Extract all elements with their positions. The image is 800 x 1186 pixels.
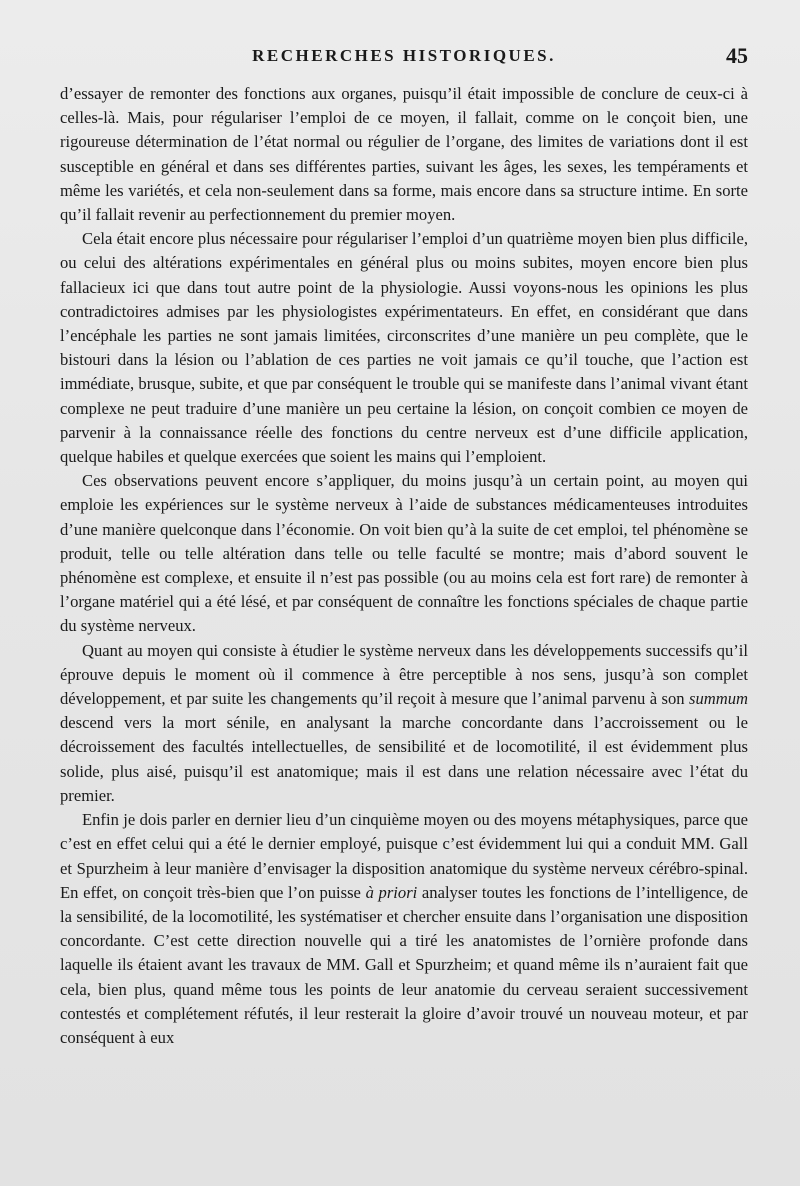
paragraph-1: d’essayer de remonter des fonctions aux organes, puisqu’il était impossible de conclure de ceux-ci à celles-là. Mais, pour régulariser l’emploi de ce moyen, il fallait, comme on le conçoit bien, une rigoureuse détermination de l’état normal ou régulier de l’organe, des limites de variations dont il est susceptible en général et dans ses différentes parties, suivant les âges, les sexes, les tempéraments et même les variétés, et cela non-seulement dans sa forme, mais encore dans sa structure intime. En sorte qu’il fallait revenir au perfectionnement du premier moyen. [60, 84, 748, 225]
paragraph-4-text-b: descend vers la mort sénile, en analysant la marche concordante dans l’accroissement ou le décroissement des facultés intellectuelles, de sensibilité et de locomotilité, il est évidemment plus solide, plus aisé, puisqu’il est anatomique; mais il est dans une relation nécessaire avec l’état du premier. [60, 713, 748, 805]
paragraph-5-emphasis: à priori [365, 882, 418, 902]
text-body [60, 82, 748, 1050]
paragraph-3: Ces observations peuvent encore s’appliquer, du moins jusqu’à un certain point, au moyen qui emploie les expériences sur le système nerveux à l’aide de substances médicamenteuses introduites d’une manière quelconque dans l’économie. On voit bien qu’à la suite de cet emploi, tel phénomène se produit, telle ou telle altération dans telle ou telle faculté se montre; mais d’abord souvent le phénomène est complexe, et ensuite il n’est pas possible (ou au moins cela est fort rare) de remonter à l’organe matériel qui a été lésé, et par conséquent de connaître les fonctions spéciales de chaque partie du système nerveux. [60, 471, 748, 636]
paragraph-5 [60, 808, 748, 1050]
paragraph-5-text-a: Enfin je dois parler en dernier lieu d’un cinquième moyen ou des moyens métaphysiques, parce que c’est en effet celui qui a été le dernier employé, puisque c’est évidemment lui qui a conduit MM. Gall et Spurzheim à leur manière d’envisager la disposition anatomique du système nerveux cérébro-spinal. En effet, on conçoit très-bien que l’on puisse [60, 810, 748, 902]
paragraph-4-emphasis: summum [688, 689, 748, 709]
paragraph-4 [60, 639, 748, 808]
running-title: RECHERCHES HISTORIQUES. [252, 46, 556, 65]
paragraph-2: Cela était encore plus nécessaire pour régulariser l’emploi d’un quatrième moyen bien plus difficile, ou celui des altérations expérimentales en général plus ou moins subites, moyen encore bien plus fallacieux ici que dans tout autre point de la physiologie. Aussi voyons-nous les opinions les plus contradictoires admises par les physiologistes expérimentateurs. En effet, en considérant que dans l’encéphale les parties ne sont jamais limitées, circonscrites d’une manière un peu complète, que le bistouri dans la lésion ou l’ablation de ces parties ne voit jamais ce qu’il touche, que l’action est immédiate, brusque, subite, et que par conséquent le trouble qui se manifeste dans l’animal vivant étant complexe ne peut traduire d’une manière un peu certaine la lésion, on conçoit combien ce moyen de parvenir à la connaissance réelle des fonctions du centre nerveux est d’une difficile application, quelque habiles et quelque exercées que soient les mains qui l’emploient. [60, 229, 748, 467]
running-head [60, 36, 748, 76]
paragraph-5-text-b: analyser toutes les fonctions de l’intelligence, de la sensibilité, de la locomotilité, les systématiser et chercher ensuite dans l’organisation une disposition concordante. C’est cette direction nouvelle qui a tiré les anatomistes de l’ornière profonde dans laquelle ils étaient avant les travaux de MM. Gall et Spurzheim; et quand même ils n’auraient fait que cela, bien plus, quand même tous les points de leur anatomie du cerveau seraient successivement contestés et complétement réfutés, il leur resterait la gloire d’avoir trouvé un nouveau moteur, et par conséquent à eux [60, 882, 748, 1047]
paragraph-4-text-a: Quant au moyen qui consiste à étudier le système nerveux dans les développements successifs qu’il éprouve depuis le moment où il commence à être perceptible à nos sens, jusqu’à son complet développement, et par suite les changements qu’il reçoit à mesure que l’animal parvenu à son [60, 640, 748, 709]
page-number: 45 [726, 43, 748, 68]
